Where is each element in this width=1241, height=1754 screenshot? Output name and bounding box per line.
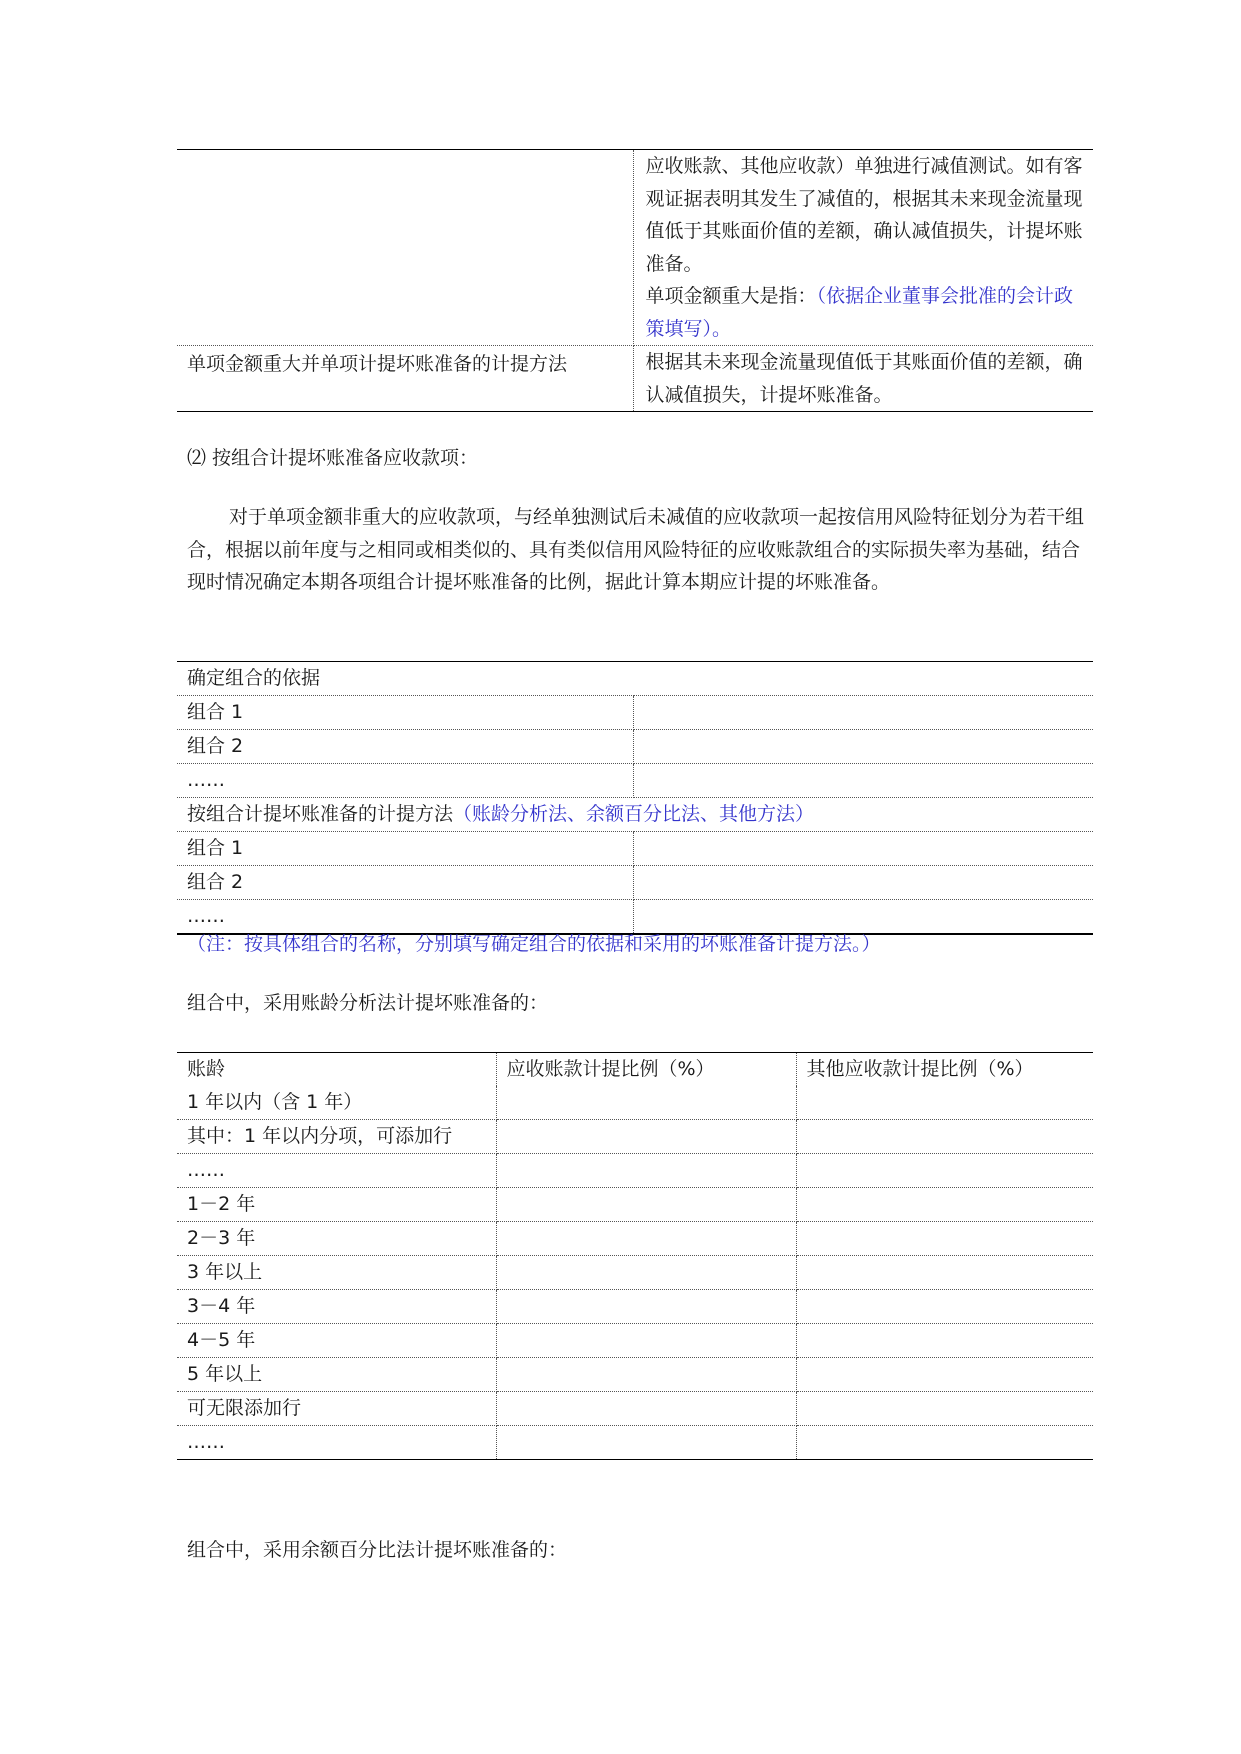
- other-receivable-ratio-cell[interactable]: [796, 1256, 1093, 1290]
- table-cell[interactable]: [633, 832, 1093, 866]
- table-row: [177, 1188, 1093, 1222]
- cell-label: 单项金额重大是指：: [645, 285, 817, 307]
- table-cell: 组合 2: [177, 866, 633, 900]
- table-row: [177, 1154, 1093, 1188]
- other-receivable-ratio-cell[interactable]: [796, 1290, 1093, 1324]
- receivable-ratio-cell[interactable]: [496, 1188, 796, 1222]
- receivable-ratio-cell[interactable]: [496, 1426, 796, 1460]
- table-cell[interactable]: [633, 696, 1093, 730]
- table-row: [177, 1222, 1093, 1256]
- other-receivable-ratio-cell[interactable]: [796, 1154, 1093, 1188]
- table-row: [177, 730, 1093, 764]
- other-receivable-ratio-cell[interactable]: [796, 1086, 1093, 1120]
- other-receivable-ratio-cell[interactable]: [796, 1358, 1093, 1392]
- method-header-note: （账龄分析法、余额百分比法、其他方法）: [453, 803, 815, 825]
- receivable-ratio-cell[interactable]: [496, 1120, 796, 1154]
- table-cell: 组合 2: [177, 730, 633, 764]
- aging-intro: 组合中，采用账龄分析法计提坏账准备的：: [187, 992, 549, 1014]
- aging-label-cell: 4－5 年: [177, 1324, 496, 1358]
- table-cell[interactable]: [633, 730, 1093, 764]
- other-receivable-ratio-cell[interactable]: [796, 1392, 1093, 1426]
- table-cell: 单项金额重大并单项计提坏账准备的计提方法: [177, 346, 633, 412]
- aging-label-cell: 3－4 年: [177, 1290, 496, 1324]
- table-row: [177, 346, 1093, 412]
- table-row: [177, 1392, 1093, 1426]
- table-row: [177, 832, 1093, 866]
- receivable-ratio-cell[interactable]: [496, 1392, 796, 1426]
- other-receivable-ratio-cell[interactable]: [796, 1120, 1093, 1154]
- table-row: [177, 1086, 1093, 1120]
- table-header-cell: 确定组合的依据: [177, 662, 1093, 696]
- other-receivable-ratio-cell[interactable]: [796, 1222, 1093, 1256]
- column-header: 账龄: [177, 1053, 496, 1087]
- aging-label-cell: ……: [177, 1426, 496, 1460]
- aging-label-cell: 5 年以上: [177, 1358, 496, 1392]
- note-text: （注：按具体组合的名称，分别填写确定组合的依据和采用的坏账准备计提方法。）: [187, 933, 881, 955]
- receivable-ratio-cell[interactable]: [496, 1256, 796, 1290]
- column-header: 其他应收款计提比例（%）: [806, 1058, 1034, 1080]
- table-cell: ……: [177, 900, 633, 935]
- receivable-ratio-cell[interactable]: [496, 1358, 796, 1392]
- receivable-ratio-cell[interactable]: [496, 1154, 796, 1188]
- table-cell[interactable]: [633, 764, 1093, 798]
- portfolio-table: [177, 661, 1093, 935]
- table-cell: [177, 150, 633, 346]
- table-row: [177, 798, 1093, 832]
- aging-label-cell: 其中：1 年以内分项，可添加行: [177, 1120, 496, 1154]
- table-cell: ……: [177, 764, 633, 798]
- table-row: [177, 696, 1093, 730]
- aging-label-cell: 1－2 年: [177, 1188, 496, 1222]
- table-row: [177, 866, 1093, 900]
- cell-text: 应收账款、其他应收款）单独进行减值测试。如有客观证据表明其发生了减值的，根据其未来现金流量现值低于其账面价值的差额，确认减值损失，计提坏账准备。: [645, 155, 1083, 275]
- section-heading: ⑵ 按组合计提坏账准备应收款项：: [187, 447, 479, 469]
- receivable-ratio-cell[interactable]: [496, 1290, 796, 1324]
- table-row: [177, 1426, 1093, 1460]
- table-row: [177, 1120, 1093, 1154]
- table-row: [177, 150, 1093, 346]
- table-cell: 组合 1: [177, 832, 633, 866]
- receivable-ratio-cell[interactable]: [496, 1222, 796, 1256]
- table-cell: 根据其未来现金流量现值低于其账面价值的差额，确认减值损失，计提坏账准备。: [645, 351, 1083, 406]
- table-cell: 组合 1: [177, 696, 633, 730]
- table-row: [177, 662, 1093, 696]
- method-header: 按组合计提坏账准备的计提方法: [187, 803, 454, 825]
- table-row: [177, 764, 1093, 798]
- table-row: [177, 1358, 1093, 1392]
- table-cell: [633, 150, 1093, 346]
- table-row: [177, 1324, 1093, 1358]
- other-receivable-ratio-cell[interactable]: [796, 1426, 1093, 1460]
- table-header-cell: [177, 798, 1093, 832]
- cell-note: （依据企业董事会批准的会计政策填写）。: [645, 285, 1074, 340]
- aging-ratio-table: [177, 1052, 1093, 1460]
- table-header-row: [177, 1053, 1093, 1087]
- impairment-policy-table: [177, 149, 1093, 412]
- section-paragraph: 对于单项金额非重大的应收款项，与经单独测试后未减值的应收款项一起按信用风险特征划分为若干组合，根据以前年度与之相同或相类似的、具有类似信用风险特征的应收账款组合的实际损失率为基础，结合现时情况确定本期各项组合计提坏账准备的比例，据此计算本期应计提的坏账准备。: [187, 506, 1085, 593]
- other-receivable-ratio-cell[interactable]: [796, 1324, 1093, 1358]
- aging-label-cell: 1 年以内（含 1 年）: [177, 1086, 496, 1120]
- balance-intro: 组合中，采用余额百分比法计提坏账准备的：: [187, 1539, 568, 1561]
- aging-label-cell: 2－3 年: [177, 1222, 496, 1256]
- receivable-ratio-cell[interactable]: [496, 1324, 796, 1358]
- aging-label-cell: ……: [177, 1154, 496, 1188]
- aging-label-cell: 3 年以上: [177, 1256, 496, 1290]
- column-header: 应收账款计提比例（%）: [496, 1053, 796, 1087]
- receivable-ratio-cell[interactable]: [496, 1086, 796, 1120]
- table-cell[interactable]: [633, 866, 1093, 900]
- other-receivable-ratio-cell[interactable]: [796, 1188, 1093, 1222]
- table-row: [177, 1290, 1093, 1324]
- table-row: [177, 1256, 1093, 1290]
- aging-label-cell: 可无限添加行: [177, 1392, 496, 1426]
